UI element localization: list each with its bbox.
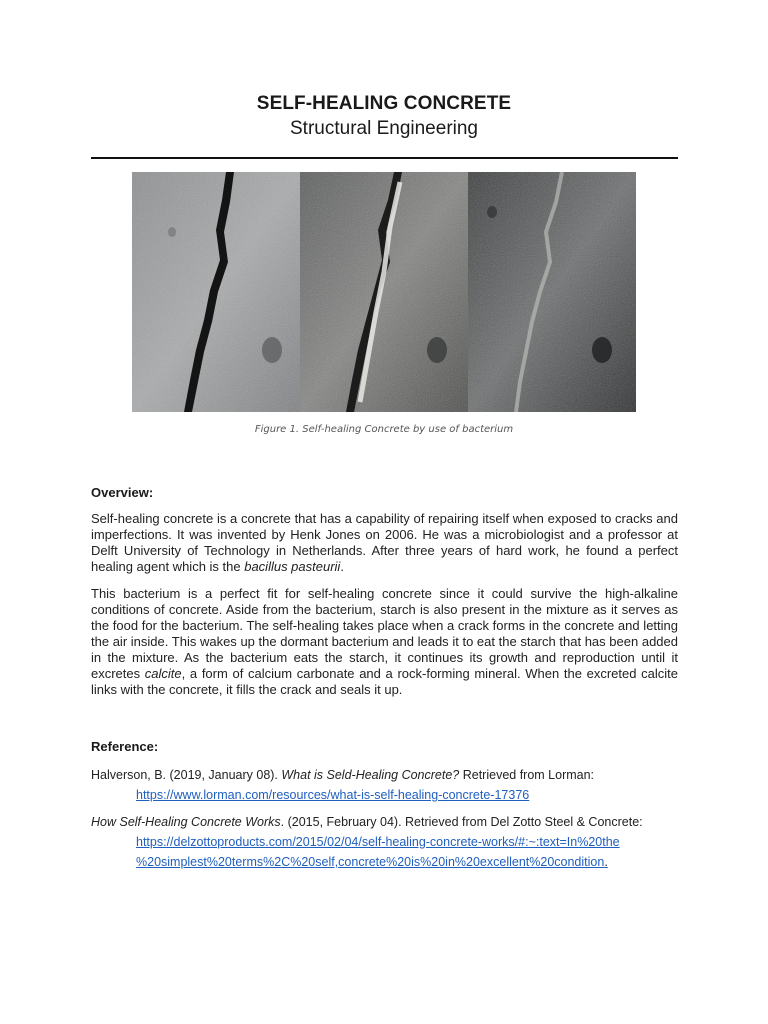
p2-italic: calcite <box>144 666 182 681</box>
p2-text-b: , a form of calcium carbonate and a rock-forming mineral. When the excreted calcite links with the concrete, it fills the crack and seals it up. <box>91 666 678 697</box>
document-title: SELF-HEALING CONCRETE <box>256 93 512 114</box>
document-subtitle: Structural Engineering <box>290 118 478 139</box>
figure-caption: Figure 1. Self-healing Concrete by use of bacterium <box>254 424 514 435</box>
ref2-end-period: . <box>604 855 608 869</box>
concrete-crack-photo <box>132 172 636 412</box>
ref2-link-line-1[interactable]: https://delzottoproducts.com/2015/02/04/self-healing-concrete-works/#:~:text=In%20the <box>136 835 620 849</box>
p1-text-b: . <box>340 559 344 574</box>
ref1-link[interactable]: https://www.lorman.com/resources/what-is-self-healing-concrete-17376 <box>136 788 530 802</box>
ref1-source: Retrieved from Lorman: <box>459 768 595 782</box>
overview-heading: Overview: <box>91 485 154 500</box>
overview-paragraph-2 <box>91 586 678 698</box>
ref2-link-line-2[interactable] <box>91 852 691 872</box>
concrete-photo-illustration <box>132 172 636 412</box>
p2-text-a: This bacterium is a perfect fit for self-healing concrete since it could survive the high-alkaline conditions of concrete. Aside from the bacterium, starch is also present in the mixture as it serves as the food for the bacterium. The self-healing takes place when a crack forms in the concrete and letting the air inside. This wakes up the dormant bacterium and leads it to eat the starch that has been added in the mixture. As the bacterium eats the starch, it continues its growth and reproduction until it excretes <box>91 586 678 681</box>
ref1-author: Halverson, B. (2019, January 08). <box>91 768 282 782</box>
title-divider <box>91 157 678 159</box>
ref2-source: . (2015, February 04). Retrieved from Del Zotto Steel & Concrete: <box>280 815 643 829</box>
ref2-link-text[interactable]: %20simplest%20terms%2C%20self,concrete%20is%20in%20excellent%20condition <box>136 855 605 869</box>
reference-entry-2 <box>91 812 691 872</box>
reference-entry-1 <box>91 765 691 805</box>
p1-italic: bacillus pasteurii <box>244 559 341 574</box>
overview-paragraph-1 <box>91 511 678 575</box>
reference-heading: Reference: <box>91 739 159 754</box>
ref2-title: How Self-Healing Concrete Works <box>91 815 281 829</box>
ref1-title: What is Seld-Healing Concrete? <box>281 768 460 782</box>
p1-text-a: Self-healing concrete is a concrete that has a capability of repairing itself when exposed to cracks and imperfections. It was invented by Henk Jones on 2006. He was a microbiologist and a professor at Delft University of Technology in Netherlands. After three years of hard work, he found a perfect healing agent which is the <box>91 511 678 574</box>
